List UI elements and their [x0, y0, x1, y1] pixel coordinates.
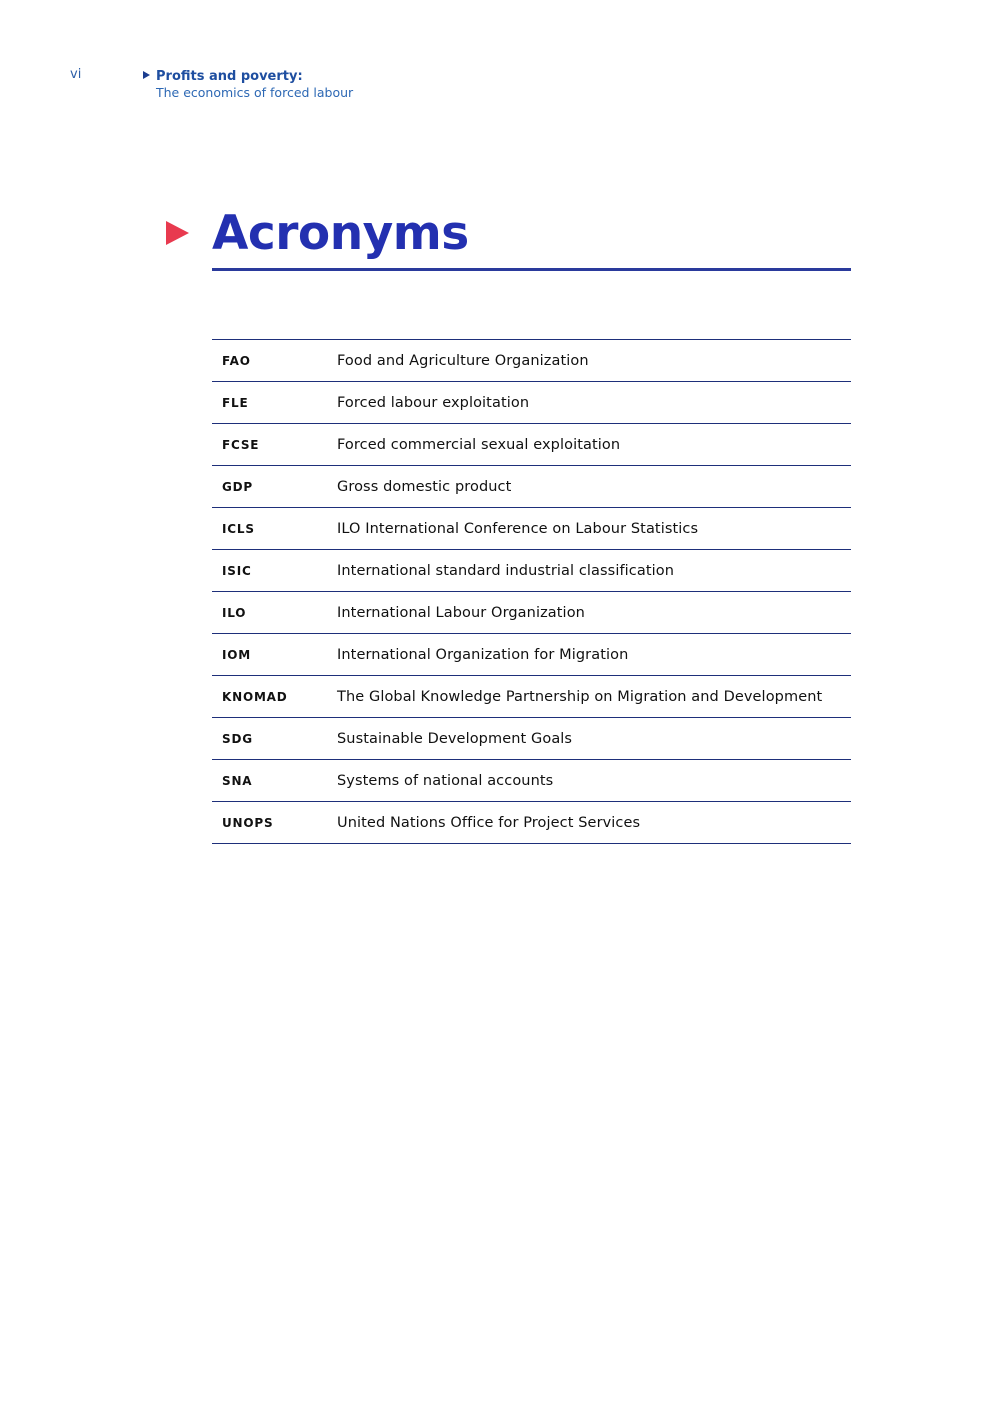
running-header	[143, 67, 353, 101]
acronym-row	[212, 508, 851, 550]
acronym-row	[212, 802, 851, 844]
acronym-row	[212, 382, 851, 424]
acronym-abbreviation: UNOPS	[212, 802, 337, 844]
acronym-row	[212, 760, 851, 802]
acronym-abbreviation: FAO	[212, 340, 337, 382]
acronym-row	[212, 676, 851, 718]
acronym-definition: International Organization for Migration	[337, 634, 851, 676]
triangle-marker-icon	[166, 221, 189, 245]
acronym-abbreviation: KNOMAD	[212, 676, 337, 718]
acronym-definition: Systems of national accounts	[337, 760, 851, 802]
acronym-abbreviation: FLE	[212, 382, 337, 424]
acronym-row	[212, 424, 851, 466]
running-header-title: Profits and poverty:	[156, 69, 303, 84]
acronym-row	[212, 634, 851, 676]
acronym-abbreviation: SDG	[212, 718, 337, 760]
title-divider	[212, 268, 851, 271]
acronym-table-body	[212, 340, 851, 844]
acronym-definition: Gross domestic product	[337, 466, 851, 508]
acronym-abbreviation: IOM	[212, 634, 337, 676]
running-header-subtitle: The economics of forced labour	[156, 85, 354, 100]
acronym-definition: Forced labour exploitation	[337, 382, 851, 424]
acronym-row	[212, 718, 851, 760]
acronym-definition: Food and Agriculture Organization	[337, 340, 851, 382]
acronym-definition: The Global Knowledge Partnership on Migration and Development	[337, 676, 851, 718]
page-number: vi	[70, 67, 82, 82]
acronym-abbreviation: SNA	[212, 760, 337, 802]
acronym-table	[212, 339, 851, 844]
acronym-definition: Sustainable Development Goals	[337, 718, 851, 760]
acronym-abbreviation: ILO	[212, 592, 337, 634]
acronym-definition: International Labour Organization	[337, 592, 851, 634]
acronym-definition: ILO International Conference on Labour Statistics	[337, 508, 851, 550]
acronym-definition: United Nations Office for Project Services	[337, 802, 851, 844]
acronym-abbreviation: ISIC	[212, 550, 337, 592]
acronym-abbreviation: GDP	[212, 466, 337, 508]
acronym-row	[212, 466, 851, 508]
acronym-row	[212, 340, 851, 382]
acronym-abbreviation: FCSE	[212, 424, 337, 466]
play-bullet-icon	[143, 71, 150, 79]
acronym-abbreviation: ICLS	[212, 508, 337, 550]
acronym-row	[212, 550, 851, 592]
acronym-row	[212, 592, 851, 634]
acronym-definition: Forced commercial sexual exploitation	[337, 424, 851, 466]
acronym-definition: International standard industrial classification	[337, 550, 851, 592]
page-title: Acronyms	[212, 206, 469, 261]
